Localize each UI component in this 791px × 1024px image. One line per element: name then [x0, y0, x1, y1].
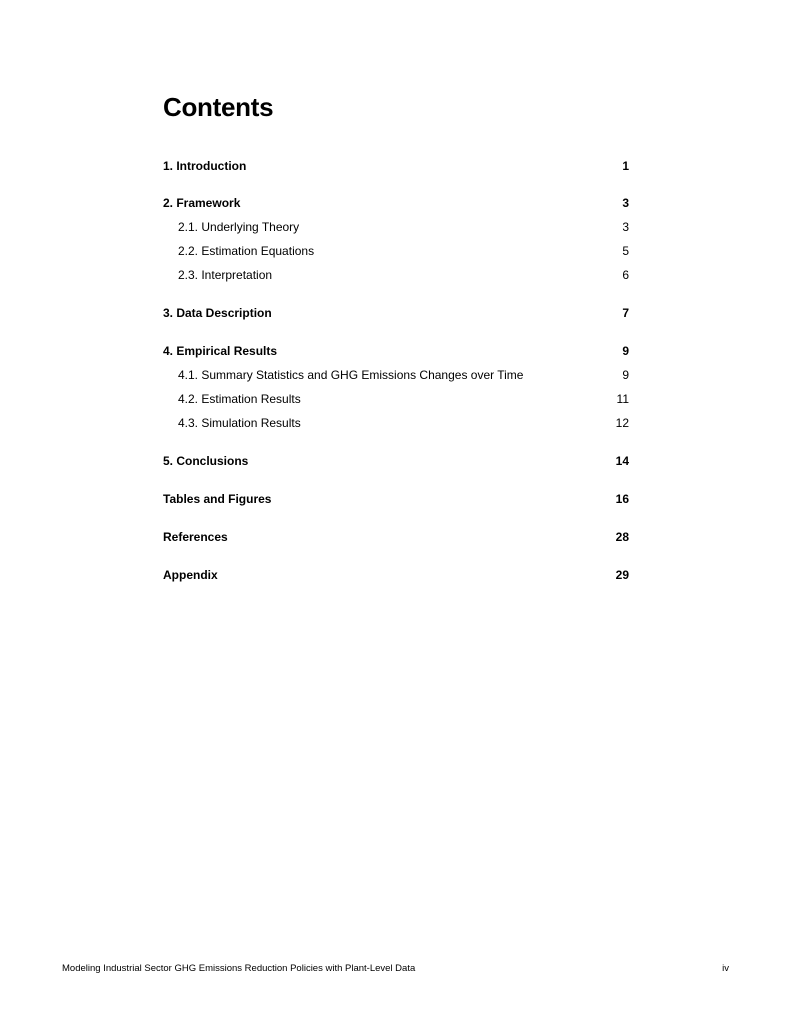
toc-entry-page: 7 — [622, 306, 629, 320]
toc-entry-page: 3 — [622, 220, 629, 234]
toc-entry-page: 5 — [622, 244, 629, 258]
toc-entry-label: 2.3. Interpretation — [178, 268, 273, 282]
toc-entry-page: 28 — [615, 530, 629, 544]
toc-entry-framework[interactable] — [163, 194, 629, 212]
toc-entry-estimation-equations[interactable] — [163, 242, 629, 260]
toc-entry-summary-statistics[interactable] — [163, 366, 629, 384]
toc-entry-label: 3. Data Description — [163, 306, 272, 320]
toc-entry-label: 1. Introduction — [163, 159, 247, 173]
toc-entry-introduction[interactable] — [163, 157, 629, 175]
toc-entry-page: 3 — [622, 196, 629, 210]
toc-entry-label: 5. Conclusions — [163, 454, 249, 468]
toc-entry-page: 16 — [615, 492, 629, 506]
toc-entry-page: 14 — [615, 454, 629, 468]
toc-entry-label: 4.2. Estimation Results — [178, 392, 301, 406]
toc-entry-page: 11 — [616, 392, 629, 406]
toc-entry-label: Tables and Figures — [163, 492, 272, 506]
toc-entry-page: 29 — [615, 568, 629, 582]
toc-entry-label: Appendix — [163, 568, 218, 582]
toc-entry-label: 2.1. Underlying Theory — [178, 220, 300, 234]
footer-document-title: Modeling Industrial Sector GHG Emissions Reduction Policies with Plant-Level Data — [62, 963, 416, 974]
toc-entry-label: References — [163, 530, 228, 544]
toc-entry-tables-and-figures[interactable] — [163, 490, 629, 508]
page-footer — [62, 961, 729, 977]
toc-entry-simulation-results[interactable] — [163, 414, 629, 432]
toc-entry-label: 4.1. Summary Statistics and GHG Emissions Changes over Time — [178, 368, 524, 382]
footer-page-number: iv — [722, 963, 729, 974]
toc-entry-page: 12 — [615, 416, 629, 430]
toc-entry-estimation-results[interactable] — [163, 390, 629, 408]
toc-entry-page: 6 — [622, 268, 629, 282]
page-title: Contents — [163, 92, 274, 122]
toc-entry-label: 4.3. Simulation Results — [178, 416, 301, 430]
toc-entry-appendix[interactable] — [163, 566, 629, 584]
toc-entry-conclusions[interactable] — [163, 452, 629, 470]
toc-entry-underlying-theory[interactable] — [163, 218, 629, 236]
toc-entry-label: 4. Empirical Results — [163, 344, 278, 358]
toc-entry-page: 1 — [622, 159, 629, 173]
toc-entry-data-description[interactable] — [163, 304, 629, 322]
toc-entry-label: 2.2. Estimation Equations — [178, 244, 315, 258]
toc-entry-interpretation[interactable] — [163, 266, 629, 284]
toc-entry-empirical-results[interactable] — [163, 342, 629, 360]
toc-entry-page: 9 — [622, 368, 629, 382]
toc-entry-references[interactable] — [163, 528, 629, 546]
toc-entry-label: 2. Framework — [163, 196, 241, 210]
toc-entry-page: 9 — [622, 344, 629, 358]
table-of-contents — [163, 157, 629, 584]
